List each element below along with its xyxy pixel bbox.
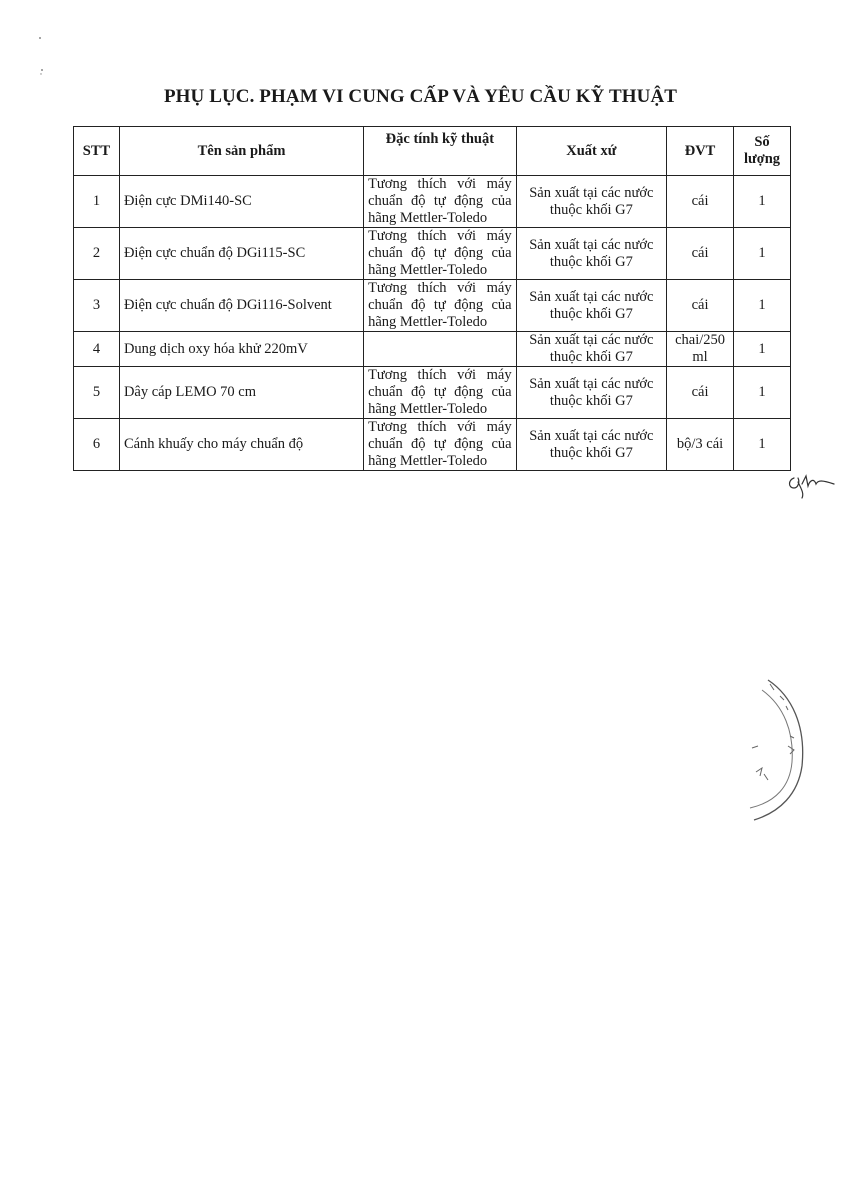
cell-origin: Sản xuất tại các nước thuộc khối G7 [516,280,666,332]
cell-unit: cái [667,367,734,419]
header-spec: Đặc tính kỹ thuật [364,127,517,176]
header-origin: Xuất xứ [516,127,666,176]
cell-qty: 1 [734,419,791,471]
cell-name: Dây cáp LEMO 70 cm [119,367,363,419]
cell-qty: 1 [734,228,791,280]
cell-qty: 1 [734,332,791,367]
header-stt: STT [74,127,120,176]
table-row [74,176,791,228]
cell-spec [364,332,517,367]
cell-origin: Sản xuất tại các nước thuộc khối G7 [516,176,666,228]
header-name: Tên sản phẩm [119,127,363,176]
cell-unit: bộ/3 cái [667,419,734,471]
cell-unit: cái [667,176,734,228]
cell-spec: Tương thích với máy chuẩn độ tự động của hãng Mettler-Toledo [364,228,517,280]
spec-table [73,126,791,471]
cell-name: Điện cực DMi140-SC [119,176,363,228]
cell-unit: chai/250 ml [667,332,734,367]
cell-qty: 1 [734,176,791,228]
table-row [74,332,791,367]
table-row [74,280,791,332]
cell-stt: 3 [74,280,120,332]
cell-unit: cái [667,280,734,332]
cell-name: Điện cực chuẩn độ DGi116-Solvent [119,280,363,332]
cell-unit: cái [667,228,734,280]
table-row [74,228,791,280]
cell-name: Điện cực chuẩn độ DGi115-SC [119,228,363,280]
cell-stt: 5 [74,367,120,419]
header-unit: ĐVT [667,127,734,176]
cell-spec: Tương thích với máy chuẩn độ tự động của hãng Mettler-Toledo [364,419,517,471]
cell-origin: Sản xuất tại các nước thuộc khối G7 [516,332,666,367]
table-row [74,419,791,471]
cell-spec: Tương thích với máy chuẩn độ tự động của hãng Mettler-Toledo [364,280,517,332]
stamp-seal [740,676,810,826]
cell-name: Dung dịch oxy hóa khử 220mV [119,332,363,367]
page-title: PHỤ LỤC. PHẠM VI CUNG CẤP VÀ YÊU CẦU KỸ THUẬT [163,86,678,107]
signature-mark [784,468,836,502]
cell-spec: Tương thích với máy chuẩn độ tự động của hãng Mettler-Toledo [364,176,517,228]
cell-origin: Sản xuất tại các nước thuộc khối G7 [516,367,666,419]
cell-stt: 2 [74,228,120,280]
table-row [74,367,791,419]
cell-origin: Sản xuất tại các nước thuộc khối G7 [516,419,666,471]
cell-stt: 1 [74,176,120,228]
cell-qty: 1 [734,367,791,419]
cell-qty: 1 [734,280,791,332]
header-qty: Số lượng [734,127,791,176]
cell-origin: Sản xuất tại các nước thuộc khối G7 [516,228,666,280]
scan-speck [36,34,46,78]
table-header-row [74,127,791,176]
cell-stt: 4 [74,332,120,367]
cell-spec: Tương thích với máy chuẩn độ tự động của hãng Mettler-Toledo [364,367,517,419]
cell-stt: 6 [74,419,120,471]
cell-name: Cánh khuấy cho máy chuẩn độ [119,419,363,471]
